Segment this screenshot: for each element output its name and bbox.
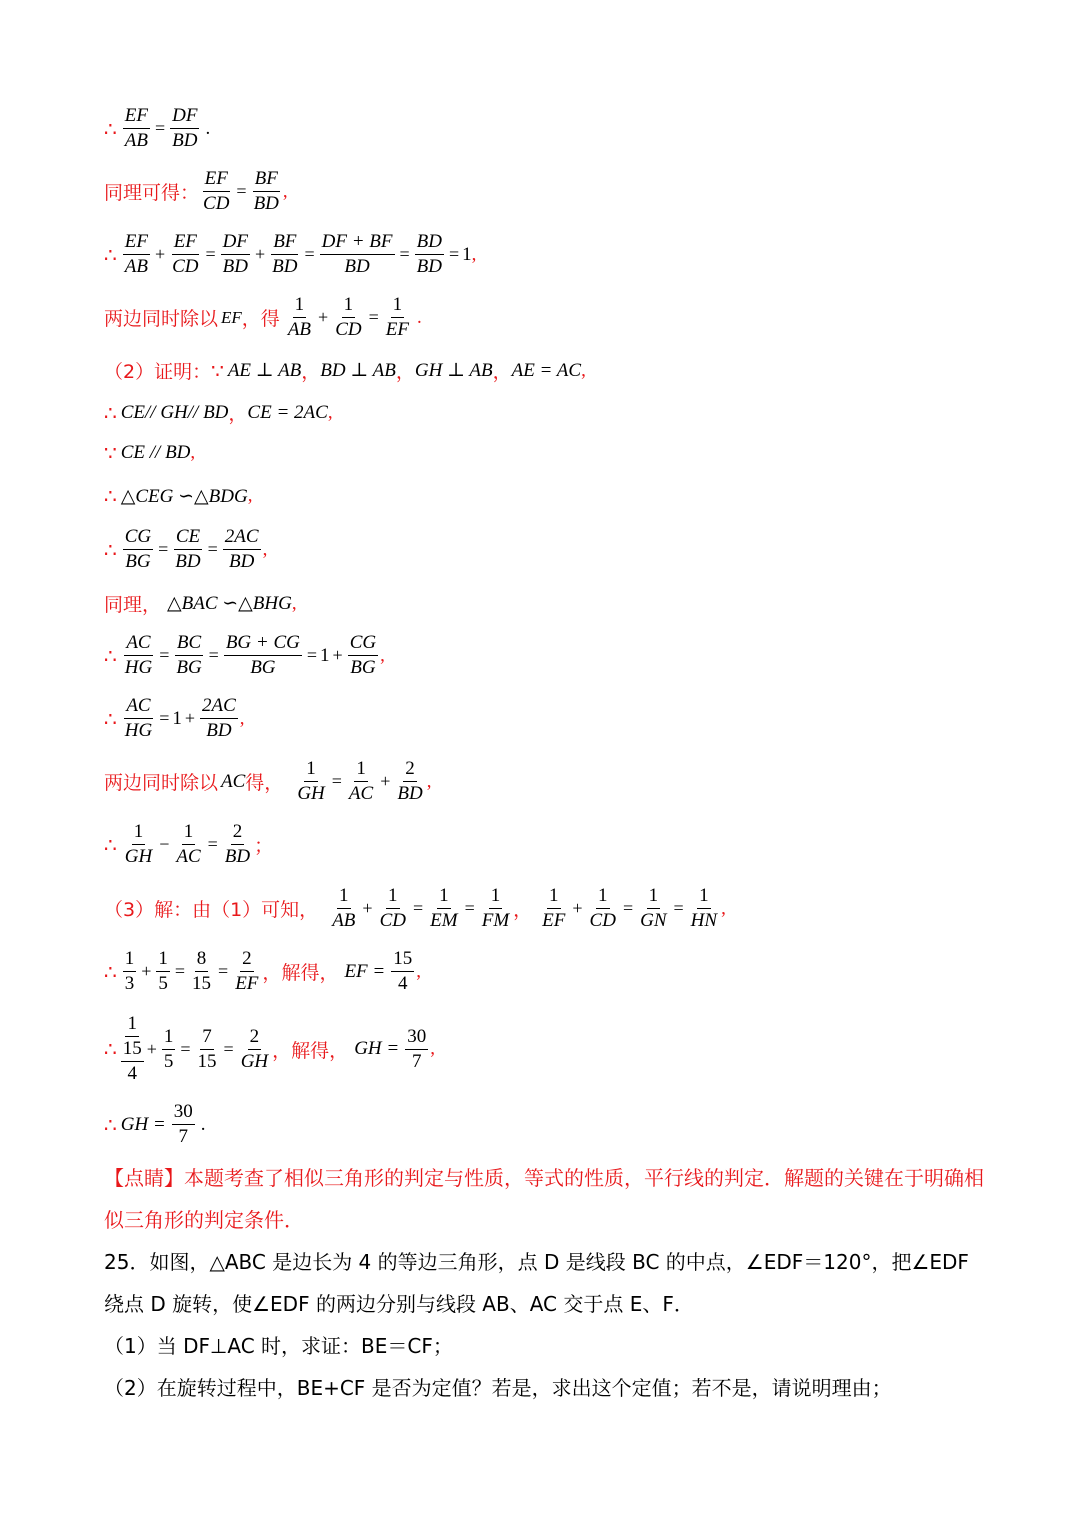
line-18: ∴ GH = $\frac{30}{7}$ .	[104, 1101, 206, 1147]
fraction: $\frac{EF}{AB}$	[124, 105, 148, 151]
line-10: 同理， △BAC ∽△BHG ,	[104, 592, 297, 616]
line-5: （2）证明： ∵ AE ⊥ AB ， BD ⊥ AB ， GH ⊥ AB ， AE = AC ,	[104, 358, 586, 383]
fraction: $\frac{DF}{BD}$	[172, 105, 198, 151]
q25-line-3: （1）当 DF⊥AC 时，求证：BE＝CF；	[104, 1334, 453, 1358]
line-14: ∴ $\frac{1}{GH}$ − $\frac{1}{AC}$ = $\frac{2}{BD}$ ；	[104, 821, 274, 867]
q25-line-2: 绕点 D 旋转，使∠EDF 的两边分别与线段 AB、AC 交于点 E、F．	[104, 1292, 694, 1316]
note-text: 本题考查了相似三角形的判定与性质，等式的性质，平行线的判定．解题的关键在于明确相似三角形的判定条件．	[104, 1166, 984, 1232]
line-4: 两边同时除以 EF ，得 $\frac{1}{AB}$ + $\frac{1}{CD}$ = $\frac{1}{EF}$ .	[104, 294, 422, 340]
compound-fraction: 1 15 4	[122, 1013, 142, 1084]
question-25	[104, 1241, 984, 1409]
line-6: ∴ CE// GH// BD ， CE = 2AC ,	[104, 400, 333, 425]
line-2: 同理可得： $\frac{EF}{CD}$ = $\frac{BF}{BD}$ ,	[104, 168, 288, 214]
key-point-note	[104, 1157, 984, 1241]
line-8: ∴ △CEG ∽△BDG ,	[104, 484, 253, 508]
line-9: ∴ $\frac{CG}{BG}$ = $\frac{CE}{BD}$ = $\frac{2AC}{BD}$ ,	[104, 526, 268, 572]
note-tag: 【点睛】	[104, 1166, 184, 1190]
line-12: ∴ $\frac{AC}{HG}$ = 1 + $\frac{2AC}{BD}$ ,	[104, 695, 245, 741]
line-15: （3）解：由（1）可知， $\frac{1}{AB}$ + $\frac{1}{CD}$ = $\frac{1}{EM}$ = $\frac{1}{FM}$ ， $\frac{1}{EF}$ + $\frac{1}{CD}$ = $\frac{1}{GN}$ = $\frac{1}{HN}$ ,	[104, 885, 726, 931]
line-3: ∴ $\frac{EF}{AB}$ + $\frac{EF}{CD}$ = $\frac{DF}{BD}$ + $\frac{BF}{BD}$ = $\frac{DF + BF}{BD}$ = $\frac{BD}{BD}$ = 1 ,	[104, 231, 477, 277]
therefore-symbol: ∴	[104, 116, 117, 141]
line-1: ∴ $\frac{EF}{AB}$ = $\frac{DF}{BD}$ .	[104, 105, 211, 151]
q25-line-1: 25．如图，△ABC 是边长为 4 的等边三角形，点 D 是线段 BC 的中点，∠EDF＝120°，把∠EDF	[104, 1250, 969, 1274]
fraction: $\frac{EF}{CD}$	[203, 168, 230, 214]
line-7: ∵ CE // BD ,	[104, 441, 196, 465]
line-17: ∴ 1 15 4 + $\frac{1}{5}$ = $\frac{7}{15}$ = $\frac{2}{GH}$ ， 解得， GH = $\frac{30}{7}$ ,	[104, 1013, 435, 1084]
fraction: $\frac{BF}{BD}$	[253, 168, 279, 214]
line-13: 两边同时除以 AC 得， $\frac{1}{GH}$ = $\frac{1}{AC}$ + $\frac{2}{BD}$ ,	[104, 758, 432, 804]
line-16: ∴ $\frac{1}{3}$ + $\frac{1}{5}$ = $\frac{8}{15}$ = $\frac{2}{EF}$ ， 解得， EF = $\frac{15}{4}$ ,	[104, 948, 421, 994]
line-11: ∴ $\frac{AC}{HG}$ = $\frac{BC}{BG}$ = $\frac{BG + CG}{BG}$ = 1 + $\frac{CG}{BG}$ ,	[104, 632, 385, 678]
q25-line-4: （2）在旋转过程中，BE+CF 是否为定值？若是，求出这个定值；若不是，请说明理由；	[104, 1376, 892, 1400]
